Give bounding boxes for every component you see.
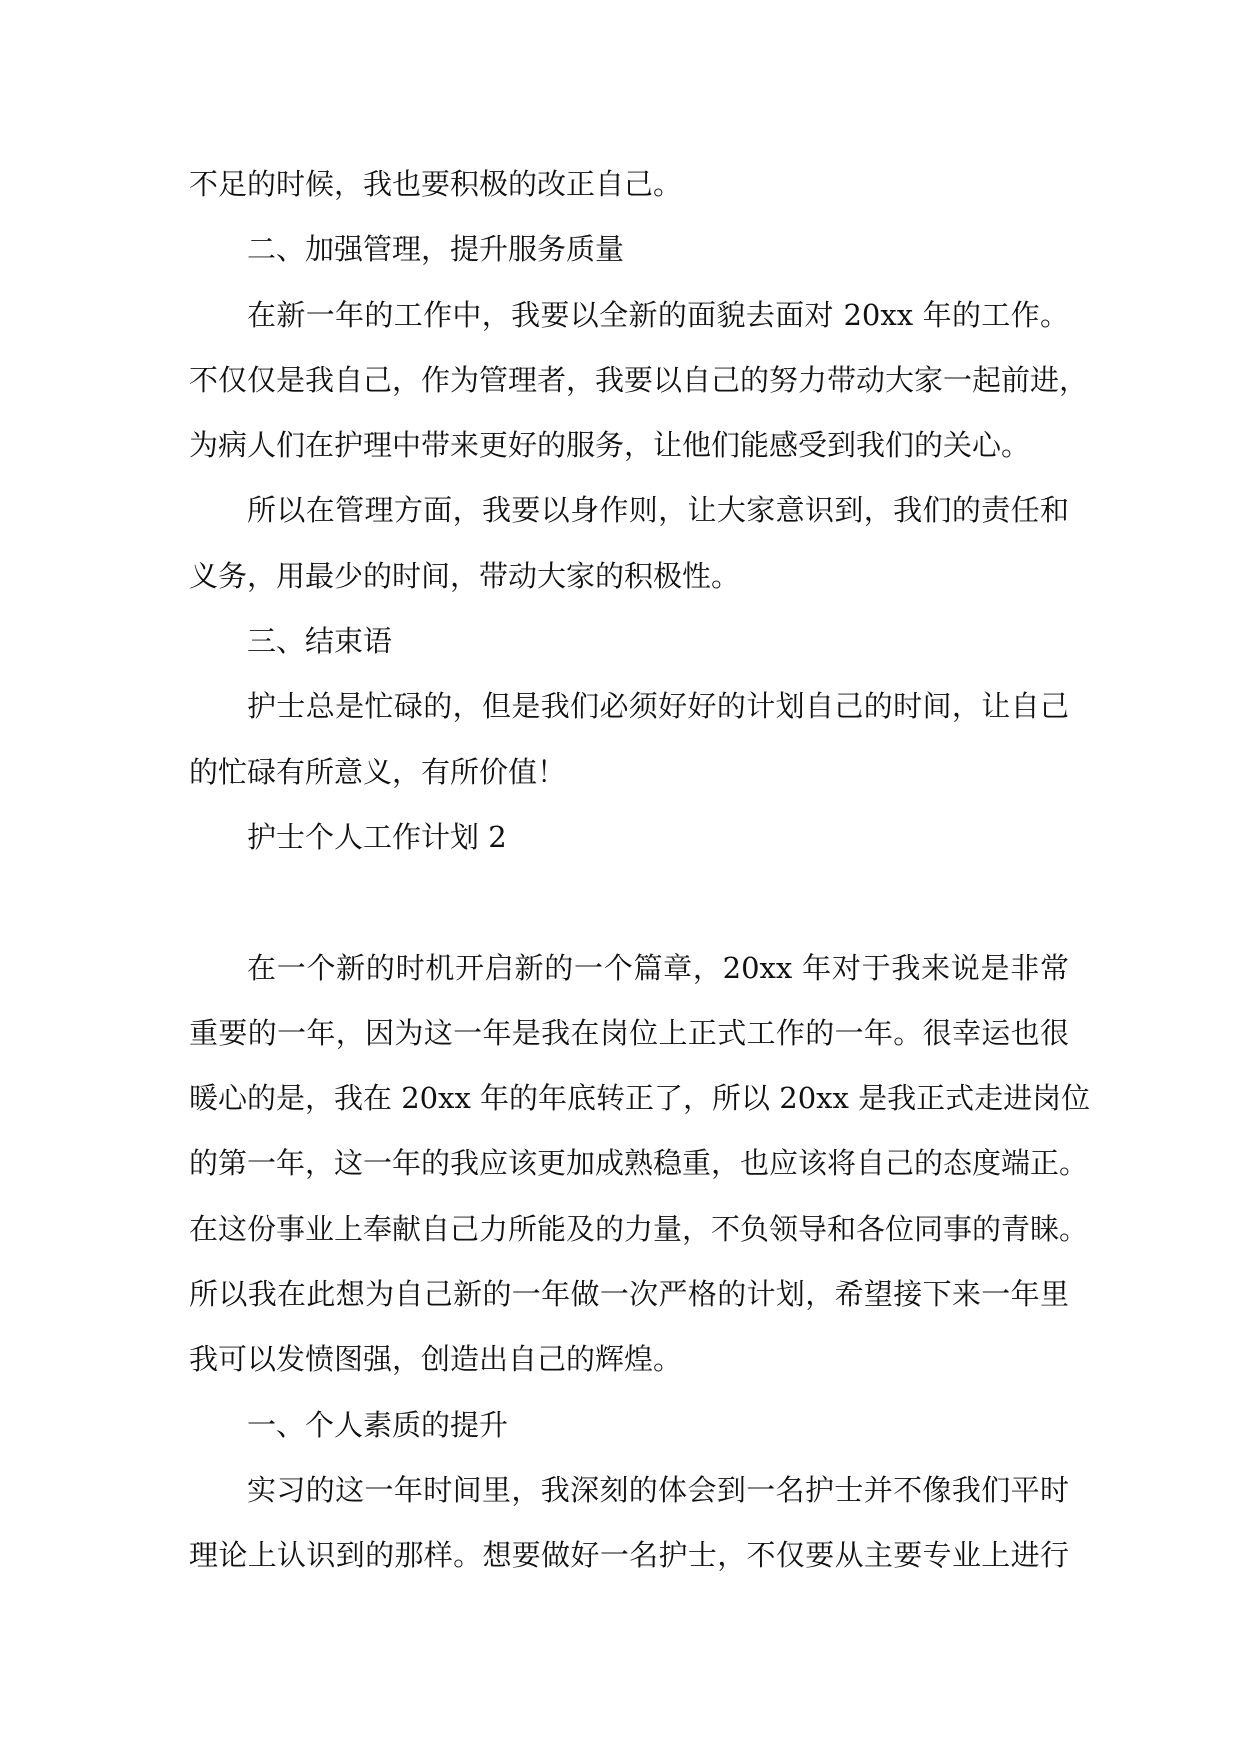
paragraph-line: 义务，用最少的时间，带动大家的积极性。 [189,558,741,593]
paragraph-line: 实习的这一年时间里，我深刻的体会到一名护士并不像我们平时 [247,1472,1069,1507]
paragraph-line: 的第一年，这一年的我应该更加成熟稳重，也应该将自己的态度端正。 [189,1146,1089,1181]
paragraph-line: 重要的一年，因为这一年是我在岗位上正式工作的一年。很幸运也很 [189,1015,1069,1050]
paragraph-line: 在这份事业上奉献自己力所能及的力量，不负领导和各位同事的青睐。 [189,1211,1089,1246]
paragraph-line: 理论上认识到的那样。想要做好一名护士，不仅要从主要专业上进行 [189,1538,1069,1573]
blank-line [189,870,1069,935]
paragraph-line: 护士总是忙碌的，但是我们必须好好的计划自己的时间，让自己 [247,689,1069,724]
section-heading-personal-quality: 一、个人素质的提升 [247,1407,509,1442]
paragraph-line: 为病人们在护理中带来更好的服务，让他们能感受到我们的关心。 [189,428,1031,463]
paragraph-line: 在一个新的时机开启新的一个篇章，20xx 年对于我来说是非常 [247,950,1069,985]
document-title-plan-2: 护士个人工作计划 2 [247,819,507,854]
document-body [189,152,1091,1589]
section-heading-conclusion: 三、结束语 [247,624,393,659]
paragraph-line: 的忙碌有所意义，有所价值！ [189,754,567,789]
paragraph-line: 暖心的是，我在 20xx 年的年底转正了，所以 20xx 是我正式走进岗位 [189,1081,1091,1116]
paragraph-line: 不仅仅是我自己，作为管理者，我要以自己的努力带动大家一起前进， [189,362,1089,397]
paragraph-line: 我可以发愤图强，创造出自己的辉煌。 [189,1342,683,1377]
section-heading-strengthen-management: 二、加强管理，提升服务质量 [247,232,625,267]
paragraph-line: 在新一年的工作中，我要以全新的面貌去面对 20xx 年的工作。 [247,297,1069,332]
paragraph-line: 所以在管理方面，我要以身作则，让大家意识到，我们的责任和 [247,493,1069,528]
paragraph-line: 不足的时候，我也要积极的改正自己。 [189,167,683,201]
paragraph-line: 所以我在此想为自己新的一年做一次严格的计划，希望接下来一年里 [189,1277,1069,1312]
